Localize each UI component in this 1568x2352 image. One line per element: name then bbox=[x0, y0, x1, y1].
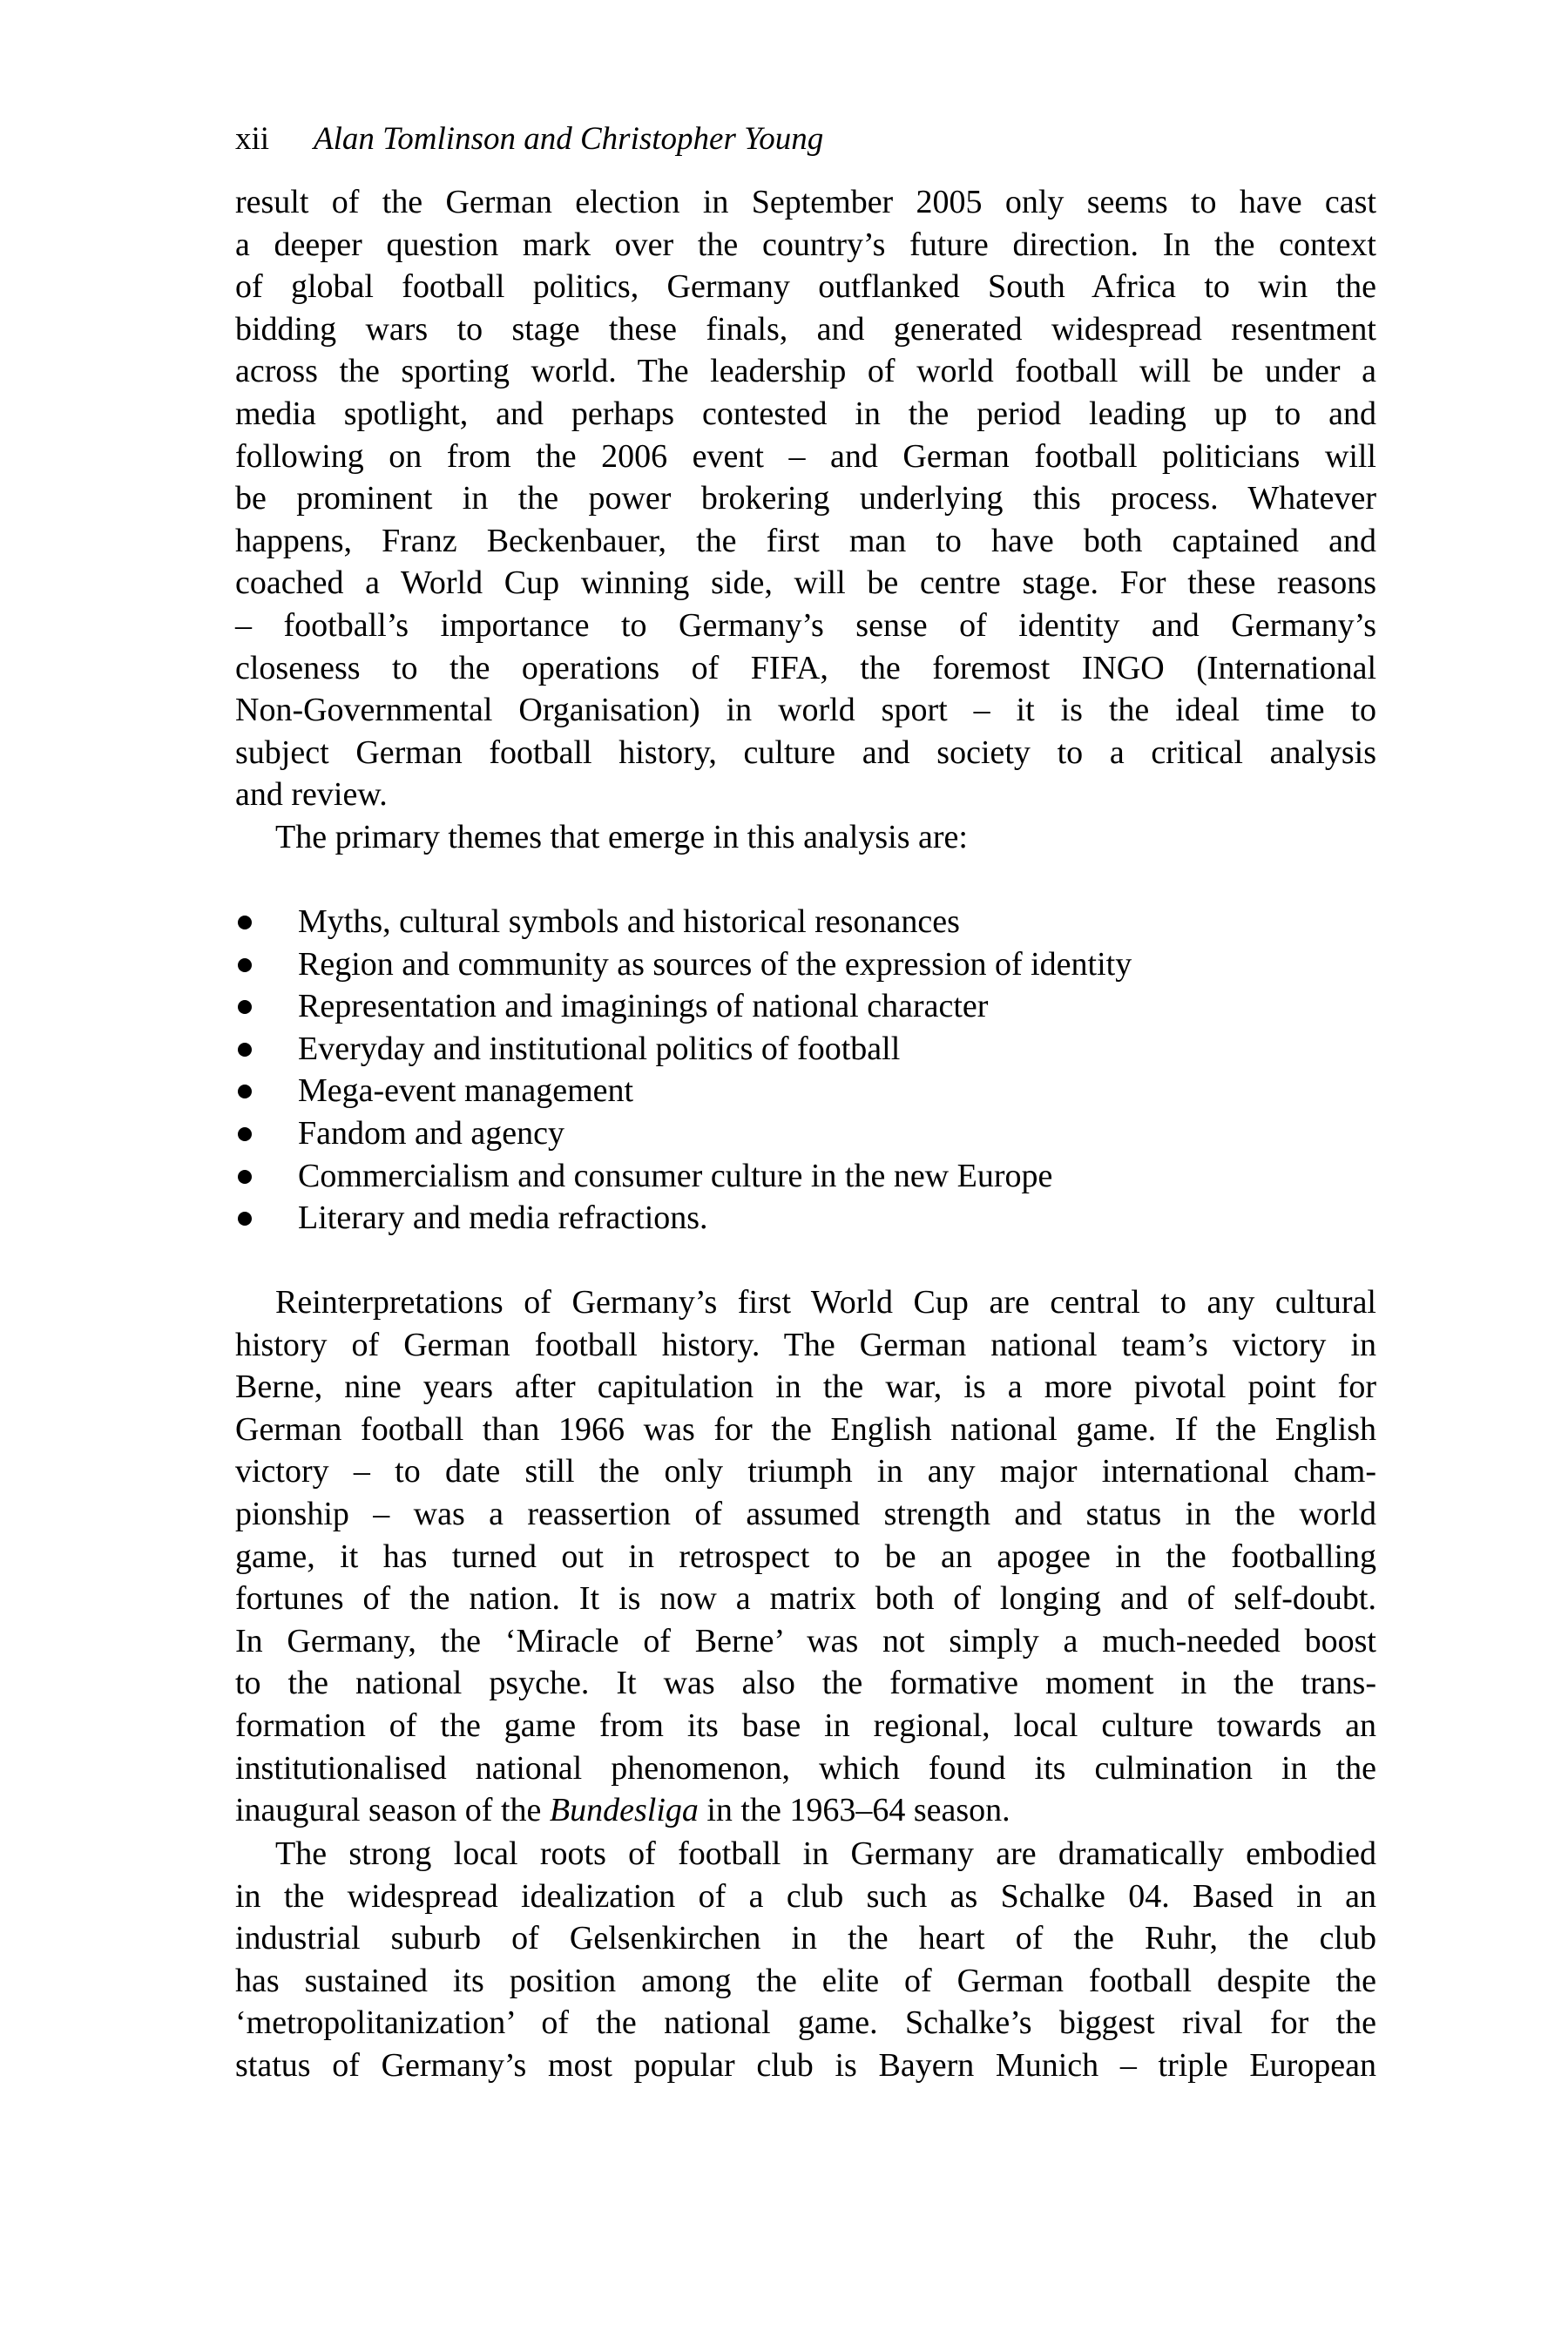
text-line: has sustained its position among the elite of German football despite the bbox=[235, 1962, 1376, 1999]
text-line: history of German football history. The German national team’s victory in bbox=[235, 1326, 1376, 1363]
bullet-icon bbox=[238, 1127, 252, 1141]
text-line: In Germany, the ‘Miracle of Berne’ was not simply a much-needed boost bbox=[235, 1622, 1376, 1659]
text-line: to the national psyche. It was also the formative moment in the trans- bbox=[235, 1665, 1376, 1702]
list-item bbox=[235, 1155, 1376, 1198]
text-line: in the widespread idealization of a club such as Schalke 04. Based in an bbox=[235, 1877, 1376, 1915]
themes-list bbox=[235, 901, 1376, 1240]
text-line: Berne, nine years after capitulation in the war, is a more pivotal point for bbox=[235, 1369, 1376, 1406]
list-item-text: Mega-event management bbox=[298, 1072, 634, 1110]
text-line: victory – to date still the only triumph in any major international cham- bbox=[235, 1453, 1376, 1490]
text-line: Reinterpretations of Germany’s first World Cup are central to any cultural bbox=[275, 1284, 1376, 1321]
text-line: ‘metropolitanization’ of the national game. Schalke’s biggest rival for the bbox=[235, 2004, 1376, 2042]
bullet-icon bbox=[238, 916, 252, 929]
text-line: formation of the game from its base in regional, local culture towards an bbox=[235, 1707, 1376, 1744]
list-item-text: Everyday and institutional politics of football bbox=[298, 1030, 901, 1067]
list-item bbox=[235, 943, 1376, 986]
list-item-text: Fandom and agency bbox=[298, 1114, 565, 1152]
text-fragment: inaugural season of the bbox=[235, 1792, 550, 1829]
paragraph-schalke bbox=[235, 1833, 1376, 2087]
list-item-text: Literary and media refractions. bbox=[298, 1200, 708, 1237]
list-item-text: Region and community as sources of the expression of identity bbox=[298, 945, 1132, 983]
list-item bbox=[235, 1070, 1376, 1112]
text-line: fortunes of the nation. It is now a matrix both of longing and of self-doubt. bbox=[235, 1580, 1376, 1618]
list-item bbox=[235, 1197, 1376, 1240]
text-line: game, it has turned out in retrospect to be an apogee in the footballing bbox=[235, 1538, 1376, 1575]
paragraph-miracle-of-berne bbox=[235, 1281, 1376, 1832]
themes-intro: The primary themes that emerge in this analysis are: bbox=[275, 818, 968, 855]
text-line: across the sporting world. The leadership of world football will be under a bbox=[235, 353, 1376, 390]
list-item bbox=[235, 1028, 1376, 1071]
text-line: German football than 1966 was for the English national game. If the English bbox=[235, 1410, 1376, 1448]
text-line: – football’s importance to Germany’s sense of identity and Germany’s bbox=[235, 606, 1376, 644]
list-item-text: Myths, cultural symbols and historical resonances bbox=[298, 903, 960, 940]
text-line: institutionalised national phenomenon, which found its culmination in the bbox=[235, 1749, 1376, 1787]
page-number: xii bbox=[235, 121, 270, 157]
text-line: Non-Governmental Organisation) in world sport – it is the ideal time to bbox=[235, 692, 1376, 729]
text-line: industrial suburb of Gelsenkirchen in the heart of the Ruhr, the club bbox=[235, 1920, 1376, 1957]
text-line: subject German football history, culture and society to a critical analysis bbox=[235, 733, 1376, 771]
text-line: status of Germany’s most popular club is Bayern Munich – triple European bbox=[235, 2046, 1376, 2084]
bullet-icon bbox=[238, 1212, 252, 1226]
text-line: coached a World Cup winning side, will be centre stage. For these reasons bbox=[235, 564, 1376, 602]
text-line: pionship – was a reassertion of assumed strength and status in the world bbox=[235, 1495, 1376, 1532]
text-line: be prominent in the power brokering underlying this process. Whatever bbox=[235, 480, 1376, 517]
text-line: of global football politics, Germany outflanked South Africa to win the bbox=[235, 268, 1376, 306]
text-line: The strong local roots of football in Germany are dramatically embodied bbox=[275, 1835, 1376, 1872]
text-fragment: in the 1963–64 season. bbox=[698, 1792, 1010, 1829]
text-line: closeness to the operations of FIFA, the foremost INGO (International bbox=[235, 649, 1376, 686]
bullet-icon bbox=[238, 1170, 252, 1184]
text-line: happens, Franz Beckenbauer, the first man to have both captained and bbox=[235, 522, 1376, 559]
list-item bbox=[235, 901, 1376, 943]
bullet-icon bbox=[238, 1000, 252, 1014]
text-line: bidding wars to stage these finals, and generated widespread resentment bbox=[235, 310, 1376, 348]
text-line: result of the German election in September 2005 only seems to have cast bbox=[235, 184, 1376, 220]
text-line bbox=[235, 1789, 1376, 1832]
paragraph-intro-context bbox=[235, 181, 1376, 859]
list-item-text: Representation and imaginings of national character bbox=[298, 988, 989, 1025]
list-item bbox=[235, 1112, 1376, 1155]
running-head-authors: Alan Tomlinson and Christopher Young bbox=[314, 121, 824, 157]
bullet-icon bbox=[238, 1043, 252, 1057]
text-line: and review. bbox=[235, 776, 388, 814]
list-item-text: Commercialism and consumer culture in the new Europe bbox=[298, 1157, 1053, 1194]
text-line: following on from the 2006 event – and German football politicians will bbox=[235, 437, 1376, 475]
bullet-icon bbox=[238, 1085, 252, 1098]
running-head bbox=[235, 118, 823, 161]
list-item bbox=[235, 985, 1376, 1028]
text-line: media spotlight, and perhaps contested in the period leading up to and bbox=[235, 395, 1376, 432]
bullet-icon bbox=[238, 958, 252, 972]
bundesliga-italic: Bundesliga bbox=[549, 1792, 699, 1829]
text-line: a deeper question mark over the country’s future direction. In the context bbox=[235, 226, 1376, 263]
